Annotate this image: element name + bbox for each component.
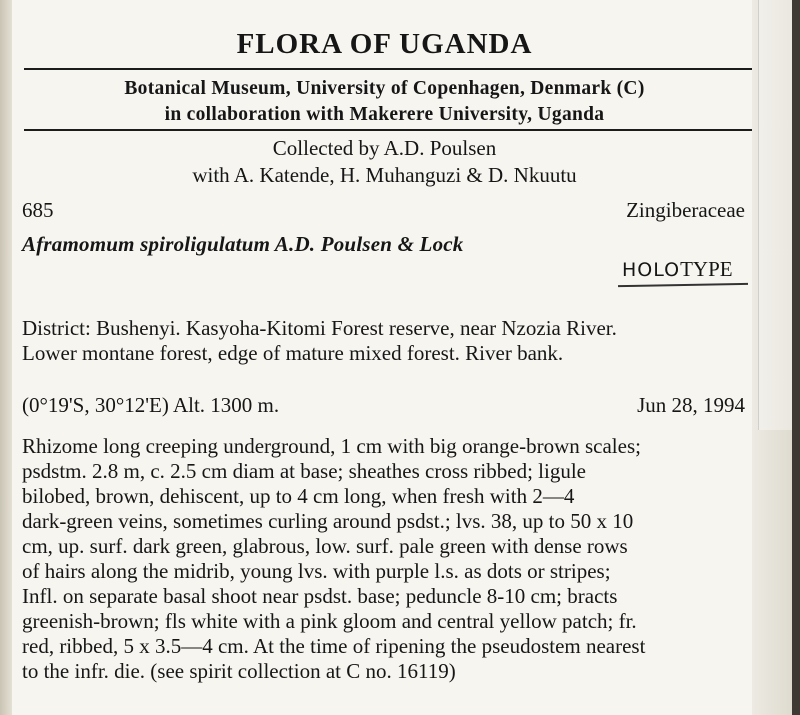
description-line-4: dark-green veins, sometimes curling around psdst.; lvs. 38, up to 50 x 10: [22, 509, 634, 533]
label-title: FLORA OF UGANDA: [236, 28, 533, 60]
header-rule-bottom: [24, 129, 757, 131]
type-status: [622, 257, 733, 282]
description-line-8: greenish-brown; fls white with a pink gloom and central yellow patch; fr.: [22, 609, 637, 633]
species-name: Aframomum spiroligulatum A.D. Poulsen & Lock: [22, 232, 464, 256]
description-line-6: of hairs along the midrib, young lvs. with purple l.s. as dots or stripes;: [22, 559, 611, 583]
description-line-10: to the infr. die. (see spirit collection at C no. 16119): [22, 659, 456, 683]
description-line-9: red, ribbed, 5 x 3.5—4 cm. At the time of ripening the pseudostem nearest: [22, 634, 646, 658]
type-printed: TYPE: [680, 257, 733, 281]
coordinates-altitude: (0°19'S, 30°12'E) Alt. 1300 m.: [22, 393, 280, 417]
dark-border: [792, 0, 800, 715]
description-line-5: cm, up. surf. dark green, glabrous, low. surf. pale green with dense rows: [22, 534, 628, 558]
type-underline: [618, 283, 748, 287]
left-shadow: [0, 0, 12, 715]
specimen-number: 685: [22, 198, 54, 222]
description-line-3: bilobed, brown, dehiscent, up to 4 cm long, when fresh with 2—4: [22, 484, 575, 508]
header-rule-top: [24, 68, 757, 70]
collector-line-1: Collected by A.D. Poulsen: [272, 136, 497, 160]
family-name: Zingiberaceae: [626, 198, 745, 222]
locality-line-2: Lower montane forest, edge of mature mixed forest. River bank.: [22, 341, 564, 365]
description-line-2: psdstm. 2.8 m, c. 2.5 cm diam at base; sheathes cross ribbed; ligule: [22, 459, 586, 483]
herbarium-label: [12, 0, 757, 715]
description-line-1: Rhizome long creeping underground, 1 cm with big orange-brown scales;: [22, 434, 641, 458]
institution-line-2: in collaboration with Makerere University, Uganda: [164, 104, 605, 125]
institution-line-1: Botanical Museum, University of Copenhagen, Denmark (C): [124, 78, 645, 99]
right-edge: [752, 0, 800, 715]
locality-line-1: District: Bushenyi. Kasyoha-Kitomi Forest reserve, near Nzozia River.: [22, 316, 617, 340]
holo-handwritten: HOLO: [622, 259, 681, 281]
description-line-7: Infl. on separate basal shoot near psdst. base; peduncle 8-10 cm; bracts: [22, 584, 618, 608]
collector-line-2: with A. Katende, H. Muhanguzi & D. Nkuutu: [192, 163, 577, 187]
collection-date: Jun 28, 1994: [637, 393, 745, 417]
